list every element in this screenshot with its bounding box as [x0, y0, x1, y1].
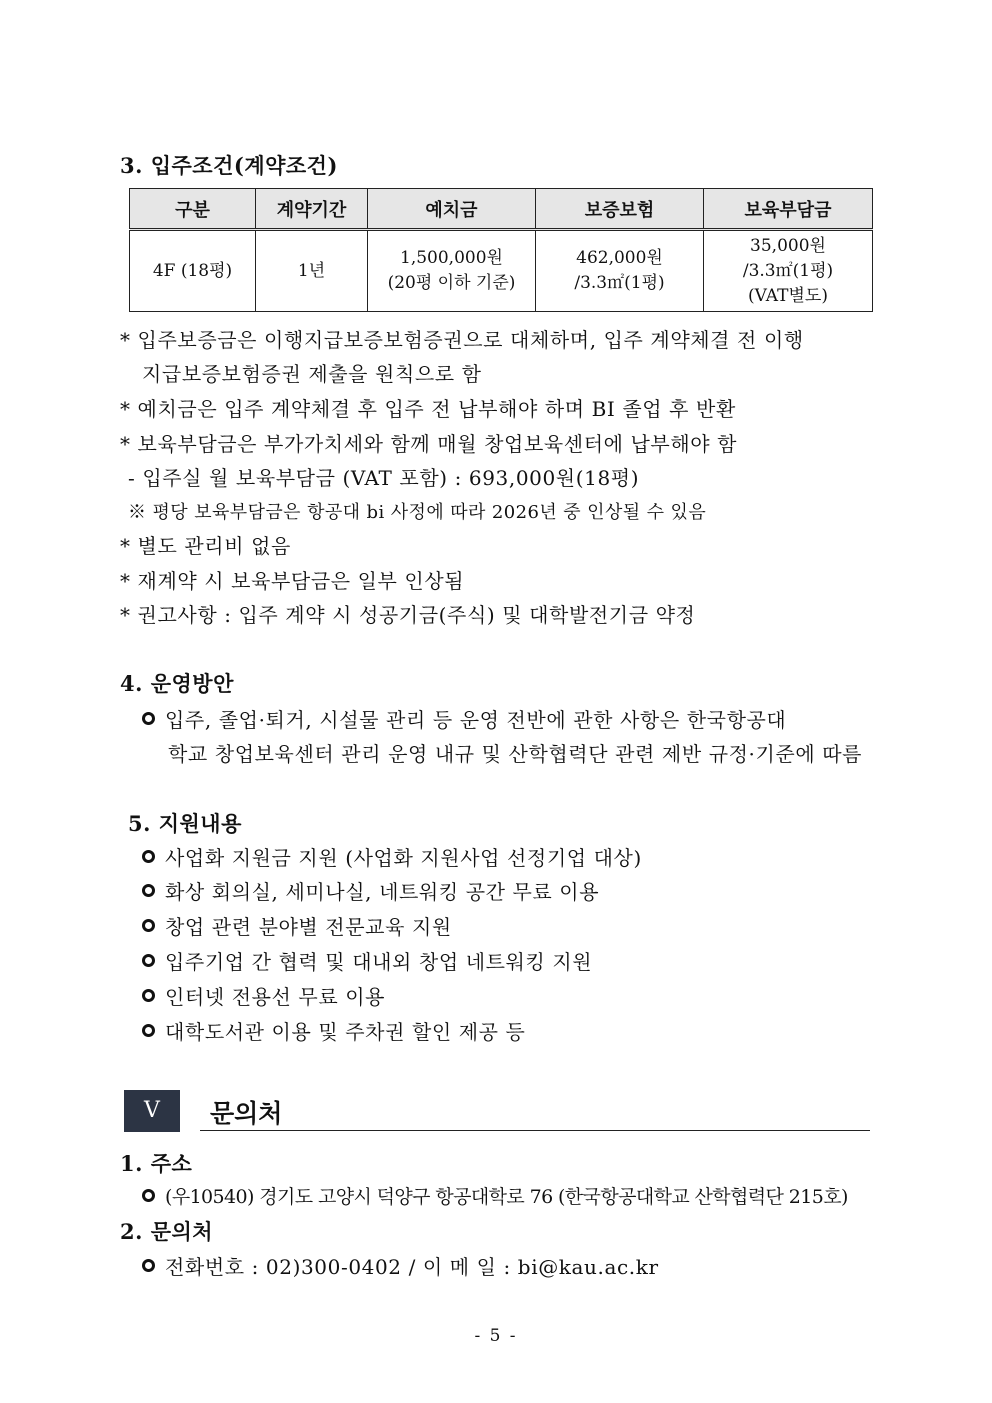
note-line: - 입주실 월 보육부담금 (VAT 포함) : 693,000원(18평): [128, 466, 640, 490]
list-item: 입주기업 간 협력 및 대내외 창업 네트워킹 지원: [142, 946, 592, 975]
note-line: * 보육부담금은 부가가치세와 함께 매월 창업보육센터에 납부해야 함: [120, 432, 738, 456]
cell-period: 1년: [256, 230, 368, 312]
contact-text: 전화번호 : 02)300-0402 / 이 메 일 : bi@kau.ac.kr: [165, 1255, 659, 1279]
list-item: 인터넷 전용선 무료 이용: [142, 981, 385, 1010]
note-line: 지급보증보험증권 제출을 원칙으로 함: [142, 362, 482, 386]
bullet-circle-icon: [142, 989, 155, 1002]
insurance-unit: /3.3㎡(1평): [574, 273, 665, 293]
section-5-heading: 5. 지원내용: [128, 811, 242, 836]
fee-vat: (VAT별도): [748, 285, 828, 306]
table-header-cell: 예치금: [368, 189, 536, 230]
cell-insurance: [536, 230, 704, 312]
section-title: 문의처: [210, 1099, 283, 1128]
table-header-cell: 계약기간: [256, 189, 368, 230]
note-line: ※ 평당 보육부담금은 항공대 bi 사정에 따라 2026년 중 인상될 수 있음: [128, 502, 707, 523]
bullet-circle-icon: [142, 850, 155, 863]
deposit-amount: 1,500,000원: [400, 248, 503, 268]
section-4-heading: 4. 운영방안: [120, 671, 234, 696]
list-item: 입주, 졸업·퇴거, 시설물 관리 등 운영 전반에 관한 사항은 한국항공대: [142, 704, 786, 733]
contract-conditions-table: [129, 188, 873, 312]
note-line: * 별도 관리비 없음: [120, 534, 291, 558]
list-item-continued: 학교 창업보육센터 관리 운영 내규 및 산학협력단 관련 제반 규정·기준에 따름: [168, 742, 863, 766]
note-line: * 입주보증금은 이행지급보증보험증권으로 대체하며, 입주 계약체결 전 이행: [120, 328, 804, 352]
note-line: * 예치금은 입주 계약체결 후 입주 전 납부해야 하며 BI 졸업 후 반환: [120, 397, 736, 421]
cell-deposit: [368, 230, 536, 312]
bullet-circle-icon: [142, 919, 155, 932]
list-item: 사업화 지원금 지원 (사업화 지원사업 선정기업 대상): [142, 842, 642, 871]
section-numeral-badge: V: [124, 1090, 180, 1132]
list-item: [142, 1251, 659, 1280]
insurance-amount: 462,000원: [576, 248, 663, 268]
list-item: 화상 회의실, 세미나실, 네트워킹 공간 무료 이용: [142, 876, 599, 905]
contact-heading: 2. 문의처: [120, 1219, 214, 1244]
table-header-cell: 구분: [130, 189, 256, 230]
page-number: - 5 -: [474, 1326, 518, 1346]
deposit-basis: (20평 이하 기준): [387, 273, 516, 293]
table-header-row: [130, 189, 873, 230]
bullet-circle-icon: [142, 1024, 155, 1037]
table-row: [130, 230, 873, 312]
note-line: * 권고사항 : 입주 계약 시 성공기금(주식) 및 대학발전기금 약정: [120, 603, 696, 627]
address-heading: 1. 주소: [120, 1151, 193, 1176]
bullet-circle-icon: [142, 1259, 155, 1272]
bullet-circle-icon: [142, 712, 155, 725]
bullet-circle-icon: [142, 954, 155, 967]
cell-type: 4F (18평): [130, 230, 256, 312]
table-header-cell: 보육부담금: [704, 189, 873, 230]
fee-amount: 35,000원: [750, 235, 826, 256]
bullet-circle-icon: [142, 884, 155, 897]
fee-unit: /3.3㎡(1평): [742, 260, 834, 281]
section-3-heading: 3. 입주조건(계약조건): [120, 153, 338, 178]
section-underline: [200, 1130, 870, 1131]
cell-fee: [704, 230, 873, 312]
bullet-circle-icon: [142, 1189, 155, 1202]
table-header-cell: 보증보험: [536, 189, 704, 230]
list-item: 창업 관련 분야별 전문교육 지원: [142, 911, 452, 940]
list-item: 대학도서관 이용 및 주차권 할인 제공 등: [142, 1016, 525, 1045]
note-line: * 재계약 시 보육부담금은 일부 인상됨: [120, 569, 465, 593]
address-text: (우10540) 경기도 고양시 덕양구 항공대학로 76 (한국항공대학교 산학협력단 215호): [165, 1186, 848, 1208]
list-item: [142, 1182, 848, 1209]
